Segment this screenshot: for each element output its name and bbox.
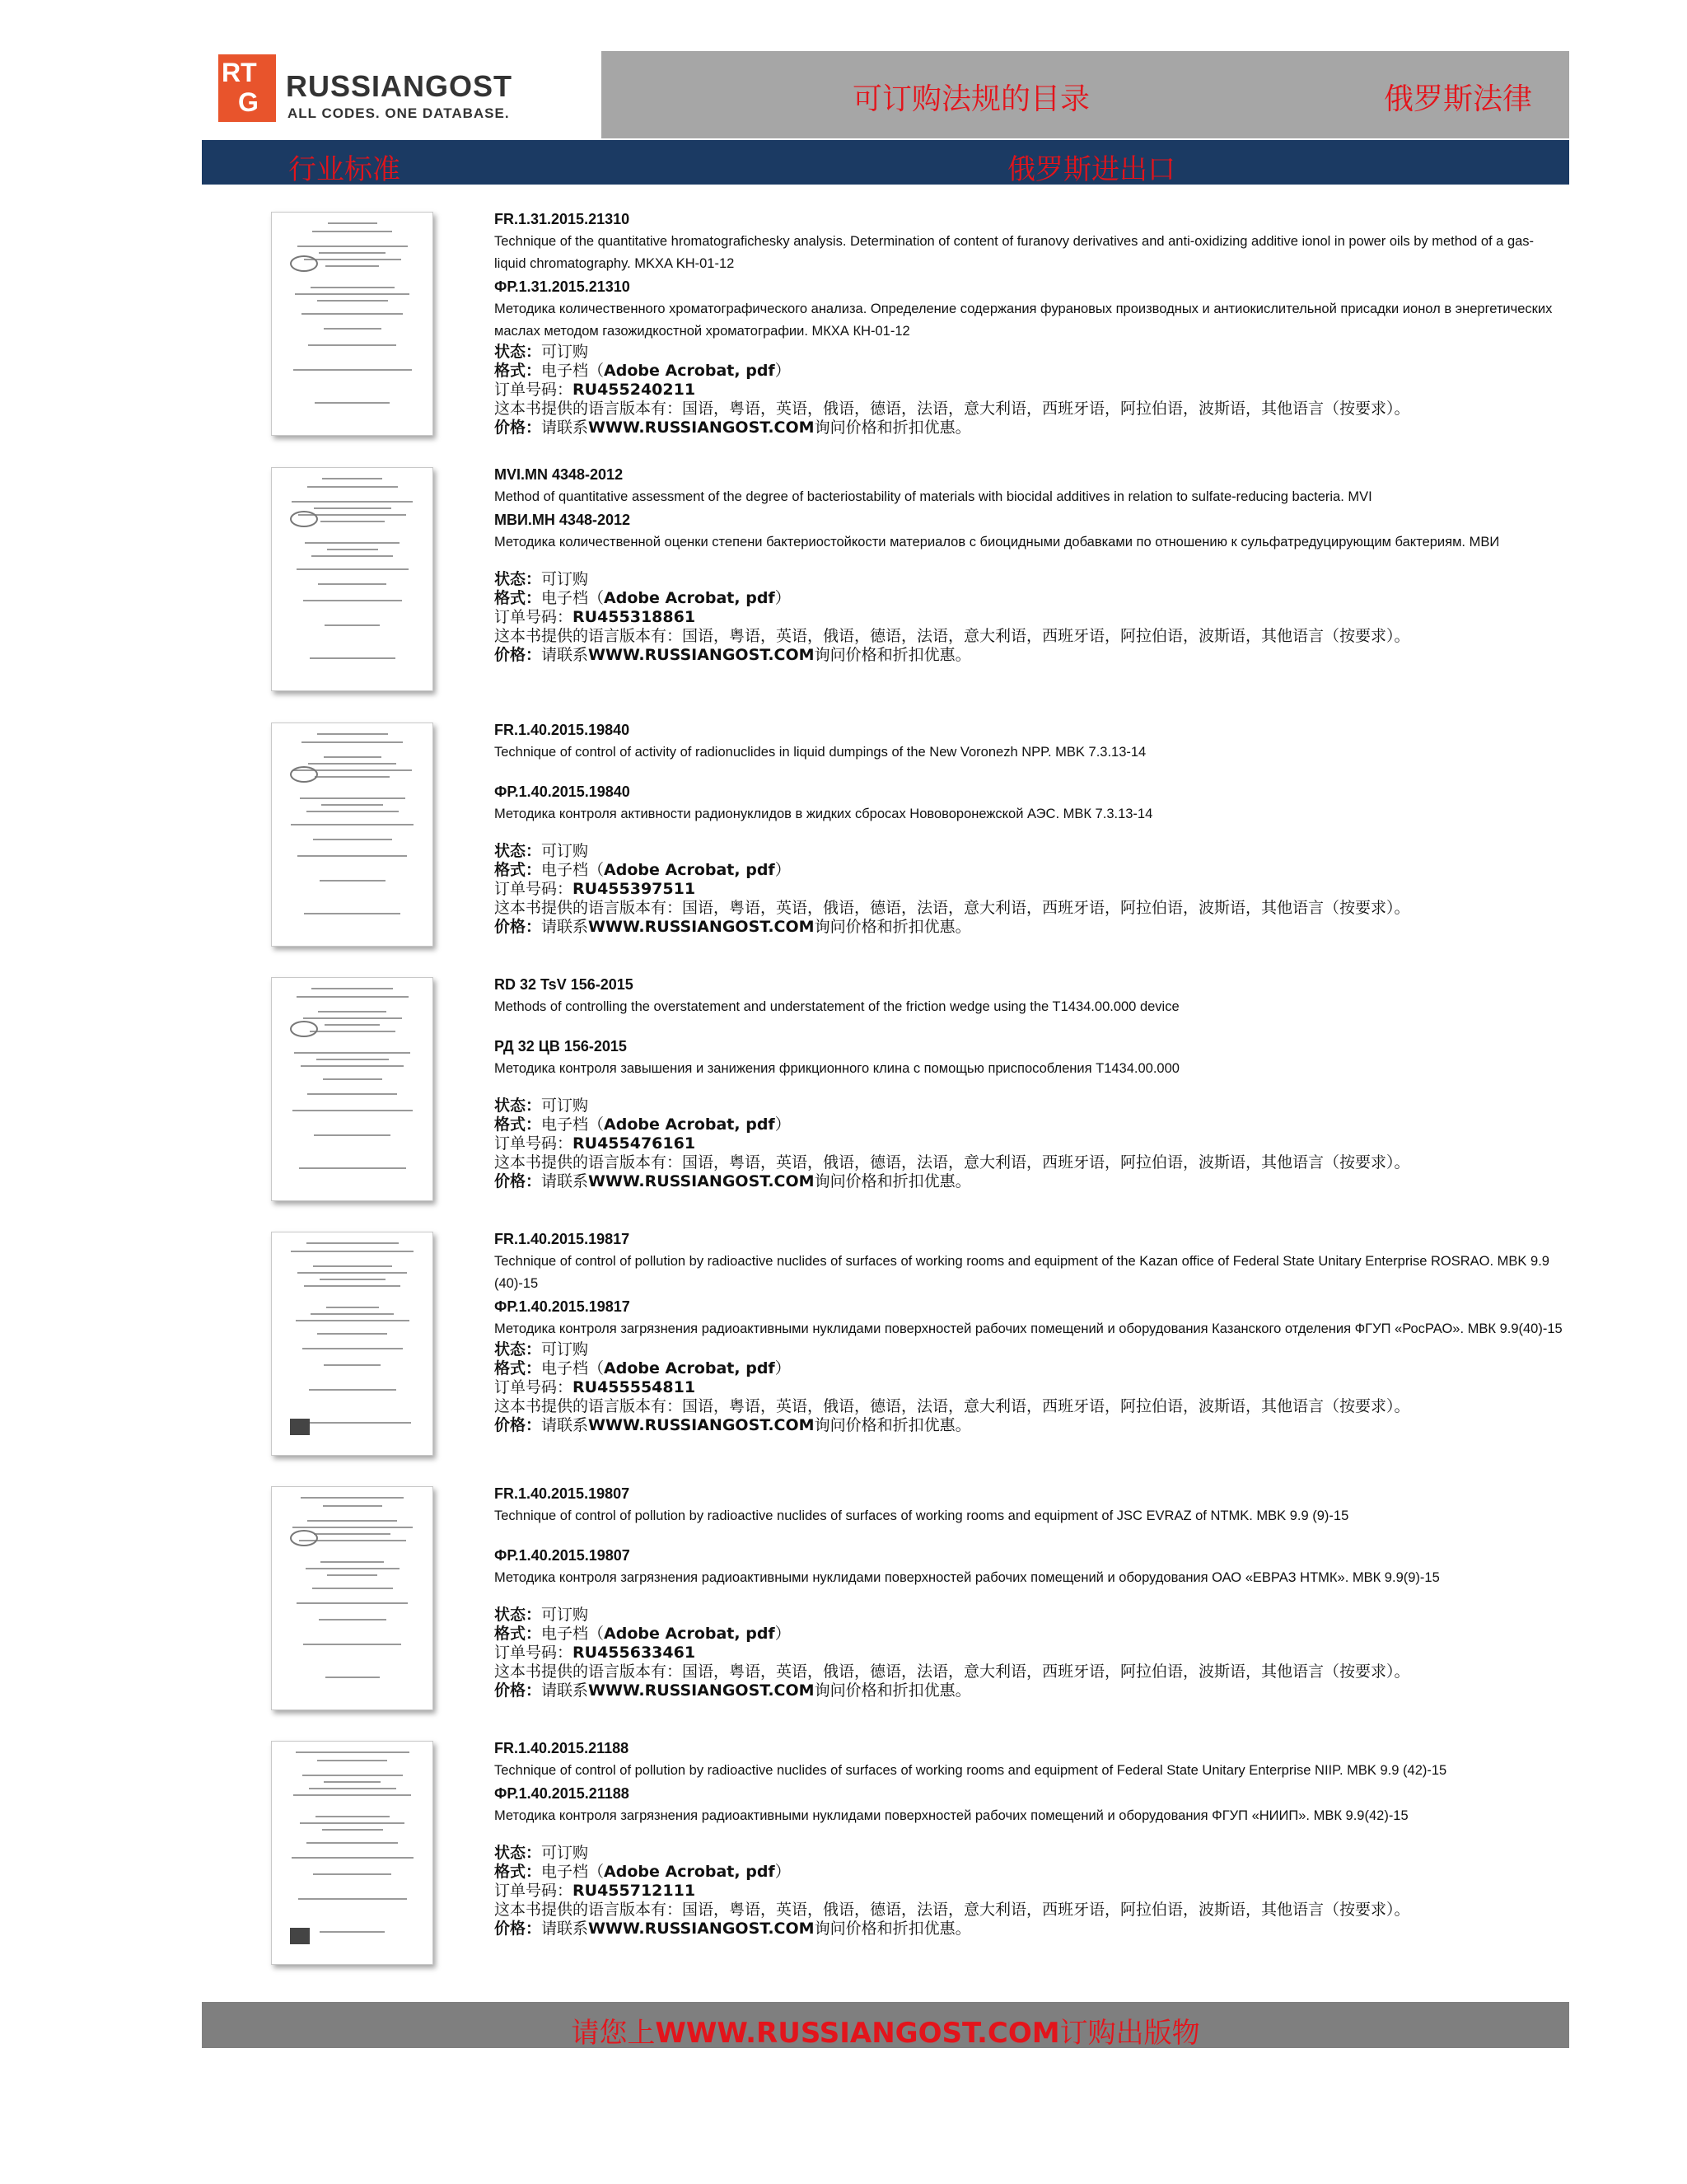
format-value: Adobe Acrobat, pdf	[604, 1115, 775, 1134]
code-english[interactable]: FR.1.40.2015.19817	[494, 1231, 630, 1247]
languages-line: 这本书提供的语言版本有：国语，粤语，英语，俄语，德语，法语，意大利语，西班牙语，阿拉伯语，波斯语，其他语言（按要求）。	[494, 899, 1410, 917]
price-prefix: 请联系	[541, 646, 589, 664]
price-suffix: 询问价格和折扣优惠。	[814, 918, 971, 936]
code-english[interactable]: MVI.MN 4348-2012	[494, 466, 624, 483]
status-value: 可订购	[541, 343, 589, 361]
status-label: 状态：	[494, 842, 542, 860]
format-value: Adobe Acrobat, pdf	[604, 1625, 775, 1643]
document-entry	[202, 718, 1569, 957]
order-line	[494, 1644, 1565, 1663]
format-suffix: ）	[774, 1359, 791, 1377]
price-line	[494, 1172, 1565, 1191]
code-english[interactable]: FR.1.40.2015.19840	[494, 722, 630, 738]
nav-bar	[202, 140, 1569, 185]
price-suffix: 询问价格和折扣优惠。	[814, 419, 971, 437]
document-details	[494, 718, 1565, 937]
order-line	[494, 381, 1565, 400]
price-prefix: 请联系	[541, 1681, 589, 1700]
format-label: 格式：	[494, 1625, 542, 1643]
format-line	[494, 1863, 1565, 1882]
footer-site-link[interactable]: WWW.RUSSIANGOST.COM	[655, 2017, 1060, 2050]
price-suffix: 询问价格和折扣优惠。	[814, 1681, 971, 1700]
document-details	[494, 463, 1565, 665]
status-value: 可订购	[541, 1606, 589, 1624]
title-english: Technique of control of activity of radionuclides in liquid dumpings of the New Voronezh NPP. MBK 7.3.13-14	[494, 745, 1147, 760]
price-site-link[interactable]: WWW.RUSSIANGOST.COM	[588, 1681, 815, 1700]
order-number: RU455712111	[572, 1882, 696, 1900]
price-line	[494, 1681, 1565, 1700]
code-english[interactable]: FR.1.31.2015.21310	[494, 211, 630, 227]
price-label: 价格：	[494, 1681, 542, 1700]
order-line	[494, 608, 1565, 627]
title-russian: Методика контроля загрязнения радиоактивными нуклидами поверхностей рабочих помещений и оборудования ОАО «ЕВРАЗ НТМК». МВК 9.9(9)-15	[494, 1570, 1440, 1585]
order-line	[494, 880, 1565, 899]
title-russian: Методика контроля завышения и занижения фрикционного клина с помощью приспособления Т1434.00.000	[494, 1061, 1180, 1076]
price-prefix: 请联系	[541, 1172, 589, 1190]
code-russian[interactable]: РД 32 ЦВ 156-2015	[494, 1038, 627, 1055]
price-site-link[interactable]: WWW.RUSSIANGOST.COM	[588, 419, 815, 437]
price-label: 价格：	[494, 646, 542, 664]
order-line	[494, 1882, 1565, 1901]
price-prefix: 请联系	[541, 918, 589, 936]
order-label: 订单号码：	[494, 1134, 573, 1153]
price-prefix: 请联系	[541, 419, 589, 437]
price-suffix: 询问价格和折扣优惠。	[814, 1172, 971, 1190]
header-bar	[601, 51, 1569, 138]
footer-cta[interactable]	[202, 2010, 1569, 2051]
title-english: Methods of controlling the overstatement and understatement of the friction wedge using the T1434.00.000 device	[494, 999, 1180, 1014]
title-russian: Методика контроля активности радионуклидов в жидких сбросах Нововоронежской АЭС. МВК 7.3.13-14	[494, 807, 1153, 821]
price-line	[494, 1416, 1565, 1435]
order-number: RU455633461	[572, 1644, 696, 1662]
site-logo[interactable]	[202, 51, 601, 138]
status-line	[494, 1340, 1565, 1359]
order-number: RU455240211	[572, 381, 696, 399]
status-label: 状态：	[494, 1340, 542, 1359]
price-suffix: 询问价格和折扣优惠。	[814, 1920, 971, 1938]
code-russian[interactable]: ФР.1.40.2015.19807	[494, 1547, 630, 1564]
logo-mark	[218, 54, 276, 122]
format-value: Adobe Acrobat, pdf	[604, 362, 775, 380]
format-prefix: 电子档（	[541, 861, 605, 879]
format-prefix: 电子档（	[541, 589, 605, 607]
order-number: RU455318861	[572, 608, 696, 626]
format-line	[494, 1359, 1565, 1378]
logo-name: RUSSIANGOST	[286, 69, 513, 103]
status-label: 状态：	[494, 1097, 542, 1115]
price-site-link[interactable]: WWW.RUSSIANGOST.COM	[588, 646, 815, 664]
format-suffix: ）	[774, 1115, 791, 1134]
status-value: 可订购	[541, 1340, 589, 1359]
footer-bar	[202, 2002, 1569, 2048]
format-label: 格式：	[494, 589, 542, 607]
format-value: Adobe Acrobat, pdf	[604, 861, 775, 879]
format-prefix: 电子档（	[541, 1863, 605, 1881]
document-cover-thumbnail[interactable]	[271, 467, 433, 691]
languages-line: 这本书提供的语言版本有：国语，粤语，英语，俄语，德语，法语，意大利语，西班牙语，阿拉伯语，波斯语，其他语言（按要求）。	[494, 1153, 1410, 1172]
code-russian[interactable]: ФР.1.40.2015.19840	[494, 783, 630, 800]
format-label: 格式：	[494, 1359, 542, 1377]
order-label: 订单号码：	[494, 608, 573, 626]
title-russian: Методика количественного хроматографического анализа. Определение содержания фурановых производных и антиокислительной присадки ионол в энергетических маслах методом газожидкостной хроматографии. МКХА КН-01-12	[494, 302, 1553, 339]
format-line	[494, 1625, 1565, 1644]
format-prefix: 电子档（	[541, 1625, 605, 1643]
price-line	[494, 918, 1565, 937]
document-entry	[202, 1482, 1569, 1721]
format-line	[494, 362, 1565, 381]
order-number: RU455397511	[572, 880, 696, 898]
format-suffix: ）	[774, 861, 791, 879]
code-russian[interactable]: ФР.1.40.2015.19817	[494, 1298, 630, 1315]
status-line	[494, 1606, 1565, 1625]
status-label: 状态：	[494, 1844, 542, 1862]
document-details	[494, 1482, 1565, 1700]
logo-tagline: ALL CODES. ONE DATABASE.	[287, 105, 510, 121]
format-value: Adobe Acrobat, pdf	[604, 589, 775, 607]
languages-line: 这本书提供的语言版本有：国语，粤语，英语，俄语，德语，法语，意大利语，西班牙语，阿拉伯语，波斯语，其他语言（按要求）。	[494, 627, 1410, 645]
format-prefix: 电子档（	[541, 362, 605, 380]
order-label: 订单号码：	[494, 1644, 573, 1662]
catalog-link[interactable]: 可订购法规的目录	[853, 82, 1091, 116]
format-suffix: ）	[774, 1863, 791, 1881]
languages-line: 这本书提供的语言版本有：国语，粤语，英语，俄语，德语，法语，意大利语，西班牙语，阿拉伯语，波斯语，其他语言（按要求）。	[494, 1397, 1410, 1415]
format-label: 格式：	[494, 362, 542, 380]
document-entry	[202, 208, 1569, 447]
document-details	[494, 208, 1565, 437]
status-line	[494, 1097, 1565, 1115]
document-entry	[202, 1228, 1569, 1466]
order-line	[494, 1378, 1565, 1397]
format-prefix: 电子档（	[541, 1359, 605, 1377]
document-cover-thumbnail[interactable]	[271, 1486, 433, 1710]
status-value: 可订购	[541, 570, 589, 588]
title-russian: Методика контроля загрязнения радиоактивными нуклидами поверхностей рабочих помещений и оборудования Казанского отделения ФГУП «РосРАО». МВК 9.9(40)-15	[494, 1321, 1563, 1336]
import-export-link[interactable]: 俄罗斯进出口	[1007, 153, 1175, 186]
title-english: Method of quantitative assessment of the degree of bacteriostability of materials with biocidal additives in relation to sulfate-reducing bacteria. MVI	[494, 489, 1372, 504]
languages-line: 这本书提供的语言版本有：国语，粤语，英语，俄语，德语，法语，意大利语，西班牙语，阿拉伯语，波斯语，其他语言（按要求）。	[494, 1663, 1410, 1681]
price-site-link[interactable]: WWW.RUSSIANGOST.COM	[588, 918, 815, 936]
format-value: Adobe Acrobat, pdf	[604, 1359, 775, 1377]
document-cover-thumbnail[interactable]	[271, 1232, 433, 1456]
price-prefix: 请联系	[541, 1920, 589, 1938]
price-suffix: 询问价格和折扣优惠。	[814, 646, 971, 664]
status-value: 可订购	[541, 1844, 589, 1862]
format-line	[494, 589, 1565, 608]
title-english: Technique of control of pollution by radioactive nuclides of surfaces of working rooms and equipment of JSC EVRAZ of NTMK. MBK 9.9 (9)-15	[494, 1508, 1349, 1523]
logo-mark-letters: RT	[222, 58, 257, 87]
document-cover-thumbnail[interactable]	[271, 212, 433, 436]
status-label: 状态：	[494, 570, 542, 588]
format-value: Adobe Acrobat, pdf	[604, 1863, 775, 1881]
code-russian[interactable]: ФР.1.40.2015.21188	[494, 1785, 629, 1802]
languages-line: 这本书提供的语言版本有：国语，粤语，英语，俄语，德语，法语，意大利语，西班牙语，阿拉伯语，波斯语，其他语言（按要求）。	[494, 1901, 1410, 1919]
price-label: 价格：	[494, 1416, 542, 1434]
order-number: RU455476161	[572, 1134, 696, 1153]
format-suffix: ）	[774, 1625, 791, 1643]
document-cover-thumbnail[interactable]	[271, 977, 433, 1201]
price-site-link[interactable]: WWW.RUSSIANGOST.COM	[588, 1172, 815, 1190]
status-value: 可订购	[541, 1097, 589, 1115]
format-label: 格式：	[494, 1863, 542, 1881]
price-prefix: 请联系	[541, 1416, 589, 1434]
law-link[interactable]: 俄罗斯法律	[1384, 82, 1533, 116]
order-label: 订单号码：	[494, 1378, 573, 1396]
code-russian[interactable]: МВИ.МН 4348-2012	[494, 512, 631, 528]
price-line	[494, 419, 1565, 437]
status-line	[494, 842, 1565, 861]
footer-cta-prefix: 请您上	[571, 2017, 656, 2050]
title-english: Technique of control of pollution by radioactive nuclides of surfaces of working rooms and equipment of the Kazan office of Federal State Unitary Enterprise ROSRAO. MBK 9.9 (40)-15	[494, 1254, 1549, 1291]
status-label: 状态：	[494, 343, 542, 361]
logo-mark-letter: G	[238, 87, 259, 117]
languages-line: 这本书提供的语言版本有：国语，粤语，英语，俄语，德语，法语，意大利语，西班牙语，阿拉伯语，波斯语，其他语言（按要求）。	[494, 400, 1410, 418]
document-details	[494, 1228, 1565, 1435]
document-cover-thumbnail[interactable]	[271, 1741, 433, 1965]
title-russian: Методика контроля загрязнения радиоактивными нуклидами поверхностей рабочих помещений и оборудования ФГУП «НИИП». МВК 9.9(42)-15	[494, 1808, 1409, 1823]
document-details	[494, 1737, 1565, 1938]
format-prefix: 电子档（	[541, 1115, 605, 1134]
format-line	[494, 1115, 1565, 1134]
document-details	[494, 973, 1565, 1191]
title-russian: Методика количественной оценки степени бактериостойкости материалов с биоцидными добавками по отношению к сульфатредуцирующим бактериям. МВИ	[494, 535, 1500, 550]
status-value: 可订购	[541, 842, 589, 860]
order-number: RU455554811	[572, 1378, 696, 1396]
title-english: Technique of control of pollution by radioactive nuclides of surfaces of working rooms and equipment of Federal State Unitary Enterprise NIIP. MBK 9.9 (42)-15	[494, 1763, 1447, 1778]
price-label: 价格：	[494, 1920, 542, 1938]
code-english[interactable]: FR.1.40.2015.21188	[494, 1740, 629, 1756]
status-line	[494, 570, 1565, 589]
status-label: 状态：	[494, 1606, 542, 1624]
order-line	[494, 1134, 1565, 1153]
format-label: 格式：	[494, 1115, 542, 1134]
code-russian[interactable]: ФР.1.31.2015.21310	[494, 278, 630, 295]
price-site-link[interactable]: WWW.RUSSIANGOST.COM	[588, 1920, 815, 1938]
order-label: 订单号码：	[494, 1882, 573, 1900]
format-suffix: ）	[774, 589, 791, 607]
price-suffix: 询问价格和折扣优惠。	[814, 1416, 971, 1434]
price-label: 价格：	[494, 918, 542, 936]
industry-standards-link[interactable]: 行业标准	[288, 153, 400, 186]
order-label: 订单号码：	[494, 880, 573, 898]
document-cover-thumbnail[interactable]	[271, 723, 433, 947]
price-line	[494, 1920, 1565, 1938]
document-entry	[202, 1737, 1569, 1976]
format-label: 格式：	[494, 861, 542, 879]
footer-cta-suffix: 订购出版物	[1059, 2017, 1200, 2050]
document-entry	[202, 973, 1569, 1212]
price-label: 价格：	[494, 1172, 542, 1190]
price-line	[494, 646, 1565, 665]
price-site-link[interactable]: WWW.RUSSIANGOST.COM	[588, 1416, 815, 1434]
price-label: 价格：	[494, 419, 542, 437]
format-line	[494, 861, 1565, 880]
code-english[interactable]: FR.1.40.2015.19807	[494, 1485, 630, 1502]
title-english: Technique of the quantitative hromatografichesky analysis. Determination of content of furanovy derivatives and anti-oxidizing additive ionol in power oils by method of a gas-liquid chromatography. MKXA KH-01-12	[494, 234, 1535, 271]
format-suffix: ）	[774, 362, 791, 380]
status-line	[494, 1844, 1565, 1863]
document-entry	[202, 463, 1569, 702]
status-line	[494, 343, 1565, 362]
order-label: 订单号码：	[494, 381, 573, 399]
code-english[interactable]: RD 32 TsV 156-2015	[494, 976, 633, 993]
